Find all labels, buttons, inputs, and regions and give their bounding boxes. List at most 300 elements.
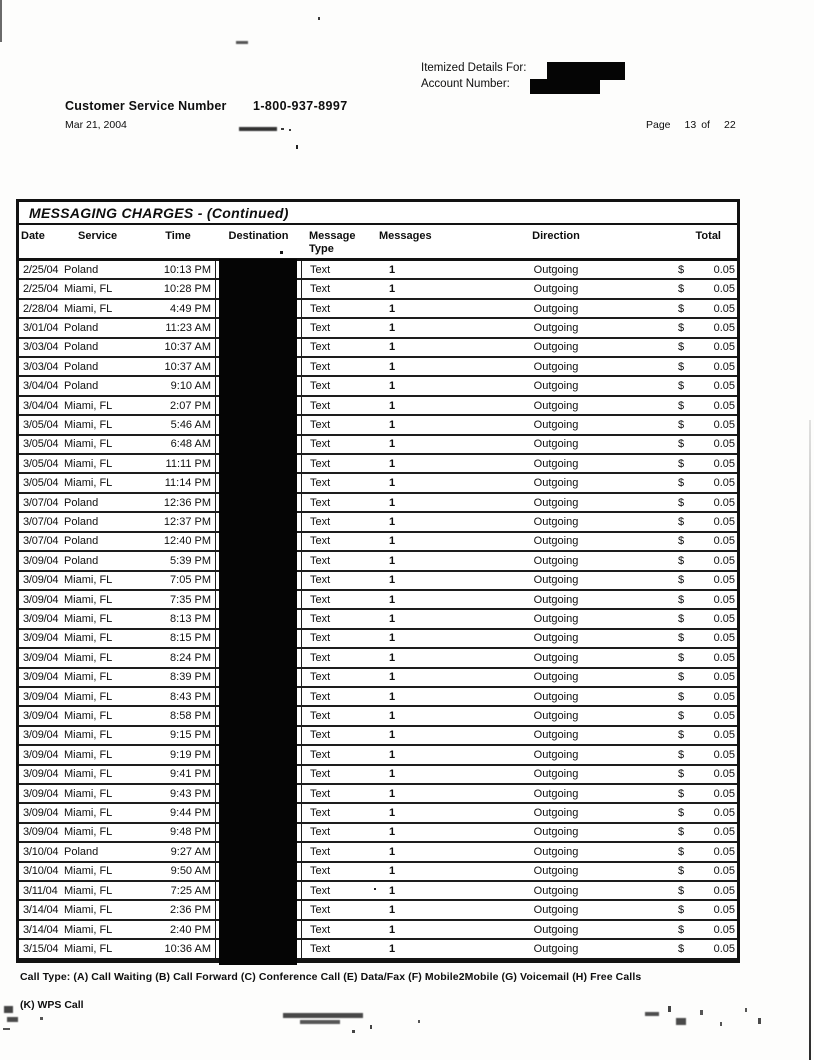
currency-symbol: $ — [678, 807, 685, 820]
scan-artifact-smudge — [283, 1013, 363, 1018]
cell-direction: Outgoing — [533, 787, 579, 800]
cell-date: 3/14/04 — [23, 904, 59, 917]
messaging-charges-table — [16, 199, 740, 963]
cell-message-type: Text — [310, 748, 331, 761]
cell-total — [651, 904, 737, 916]
cell-time: 2:36 PM — [170, 904, 211, 917]
cell-messages: 1 — [389, 380, 396, 393]
cell-messages: 1 — [389, 651, 396, 664]
column-header-direction: Direction — [532, 230, 580, 242]
cell-time: 9:50 AM — [170, 865, 211, 878]
cell-date: 3/09/04 — [23, 729, 59, 742]
cell-date: 3/05/04 — [23, 418, 59, 431]
account-number-label: Account Number: — [421, 77, 510, 90]
cell-messages: 1 — [389, 787, 396, 800]
currency-symbol: $ — [678, 884, 685, 897]
amount: 0.05 — [713, 904, 735, 917]
cell-message-type: Text — [310, 768, 331, 781]
cell-total — [651, 594, 737, 606]
cell-messages: 1 — [389, 613, 396, 626]
cell-total — [651, 535, 737, 547]
cell-time: 12:36 PM — [163, 496, 211, 509]
amount: 0.05 — [713, 477, 735, 490]
currency-symbol: $ — [678, 496, 685, 509]
cell-direction: Outgoing — [533, 496, 579, 509]
cell-messages: 1 — [389, 554, 396, 567]
cell-service: Poland — [64, 535, 99, 548]
cell-total — [651, 419, 737, 431]
cell-total — [651, 322, 737, 334]
cell-date: 3/05/04 — [23, 457, 59, 470]
page-indicator — [646, 119, 736, 131]
cell-total — [651, 652, 737, 664]
cell-date: 3/05/04 — [23, 477, 59, 490]
cell-total — [651, 438, 737, 450]
cell-messages: 1 — [389, 690, 396, 703]
scan-artifact-smudge — [7, 1017, 18, 1022]
scan-artifact-smudge — [236, 41, 248, 44]
cell-service: Miami, FL — [64, 807, 113, 820]
table-row — [19, 339, 737, 358]
amount: 0.05 — [713, 729, 735, 742]
currency-symbol: $ — [678, 321, 685, 334]
cell-messages: 1 — [389, 826, 396, 839]
cell-time: 6:48 AM — [170, 438, 211, 451]
table-row — [19, 882, 737, 901]
scan-artifact-dot — [289, 129, 291, 131]
cell-time: 8:15 PM — [170, 632, 211, 645]
cell-messages: 1 — [389, 399, 396, 412]
cell-time: 9:27 AM — [170, 845, 211, 858]
cell-message-type: Text — [310, 826, 331, 839]
cell-time: 11:23 AM — [165, 321, 211, 334]
cell-time: 11:11 PM — [165, 457, 211, 470]
cell-messages: 1 — [389, 807, 396, 820]
redaction-bar-account — [530, 79, 600, 94]
cell-messages: 1 — [389, 418, 396, 431]
cell-time: 9:10 AM — [170, 380, 211, 393]
column-header-time: Time — [165, 230, 191, 242]
scan-artifact-right-edge — [809, 420, 811, 1060]
amount: 0.05 — [713, 807, 735, 820]
page-label: Page — [646, 119, 671, 131]
cell-messages: 1 — [389, 884, 396, 897]
cell-service: Poland — [64, 496, 99, 509]
cell-service: Miami, FL — [64, 613, 113, 626]
cell-messages: 1 — [389, 942, 396, 955]
cell-total — [651, 361, 737, 373]
cell-total — [651, 729, 737, 741]
cell-service: Miami, FL — [64, 787, 113, 800]
scan-artifact-dot — [352, 1030, 355, 1033]
cell-total — [651, 400, 737, 412]
cell-messages: 1 — [389, 748, 396, 761]
cell-direction: Outgoing — [533, 341, 579, 354]
amount: 0.05 — [713, 341, 735, 354]
currency-symbol: $ — [678, 942, 685, 955]
cell-direction: Outgoing — [533, 651, 579, 664]
cell-date: 3/09/04 — [23, 690, 59, 703]
cell-direction: Outgoing — [533, 807, 579, 820]
cell-message-type: Text — [310, 729, 331, 742]
cell-time: 7:25 AM — [170, 884, 211, 897]
redaction-bar-name — [547, 62, 625, 80]
currency-symbol: $ — [678, 768, 685, 781]
cell-time: 5:46 AM — [170, 418, 211, 431]
amount: 0.05 — [713, 515, 735, 528]
currency-symbol: $ — [678, 710, 685, 723]
cell-total — [651, 885, 737, 897]
currency-symbol: $ — [678, 651, 685, 664]
table-row — [19, 416, 737, 435]
column-header-date: Date — [21, 230, 45, 242]
cell-total — [651, 380, 737, 392]
cell-time: 8:43 PM — [170, 690, 211, 703]
amount: 0.05 — [713, 418, 735, 431]
table-row — [19, 824, 737, 843]
currency-symbol: $ — [678, 341, 685, 354]
cell-total — [651, 768, 737, 780]
table-header-row — [19, 225, 737, 258]
cell-time: 12:37 PM — [163, 515, 211, 528]
amount: 0.05 — [713, 438, 735, 451]
cell-total — [651, 710, 737, 722]
cell-direction: Outgoing — [533, 593, 579, 606]
cell-total — [651, 303, 737, 315]
cell-message-type: Text — [310, 515, 331, 528]
cell-time: 9:43 PM — [170, 787, 211, 800]
table-row — [19, 766, 737, 785]
cell-time: 9:15 PM — [170, 729, 211, 742]
cell-message-type: Text — [310, 574, 331, 587]
cell-messages: 1 — [389, 263, 396, 276]
cell-service: Miami, FL — [64, 418, 113, 431]
itemized-details-block — [421, 61, 526, 92]
table-row — [19, 358, 737, 377]
currency-symbol: $ — [678, 671, 685, 684]
cell-message-type: Text — [310, 496, 331, 509]
cell-service: Poland — [64, 321, 99, 334]
cell-message-type: Text — [310, 807, 331, 820]
table-row — [19, 513, 737, 532]
cell-total — [651, 788, 737, 800]
cell-messages: 1 — [389, 457, 396, 470]
amount: 0.05 — [713, 671, 735, 684]
currency-symbol: $ — [678, 613, 685, 626]
cell-date: 3/03/04 — [23, 360, 59, 373]
cell-direction: Outgoing — [533, 632, 579, 645]
cell-messages: 1 — [389, 710, 396, 723]
scan-artifact-dot — [370, 1025, 372, 1029]
cell-direction: Outgoing — [533, 826, 579, 839]
cell-service: Miami, FL — [64, 574, 113, 587]
amount: 0.05 — [713, 263, 735, 276]
cell-direction: Outgoing — [533, 942, 579, 955]
cell-direction: Outgoing — [533, 923, 579, 936]
scan-artifact-dot — [758, 1018, 761, 1024]
table-row — [19, 921, 737, 940]
cell-messages: 1 — [389, 477, 396, 490]
cell-service: Miami, FL — [64, 593, 113, 606]
cell-total — [651, 924, 737, 936]
cell-service: Miami, FL — [64, 438, 113, 451]
redaction-bar-destination-column — [219, 259, 297, 965]
cell-service: Miami, FL — [64, 651, 113, 664]
cell-service: Miami, FL — [64, 399, 113, 412]
cell-total — [651, 555, 737, 567]
cell-message-type: Text — [310, 904, 331, 917]
cell-message-type: Text — [310, 613, 331, 626]
table-row — [19, 901, 737, 920]
cell-direction: Outgoing — [533, 690, 579, 703]
cell-message-type: Text — [310, 341, 331, 354]
cell-message-type: Text — [310, 457, 331, 470]
cell-message-type: Text — [310, 283, 331, 296]
amount: 0.05 — [713, 496, 735, 509]
cell-service: Poland — [64, 845, 99, 858]
table-row — [19, 300, 737, 319]
table-row — [19, 261, 737, 280]
cell-messages: 1 — [389, 360, 396, 373]
cell-messages: 1 — [389, 593, 396, 606]
cell-date: 2/28/04 — [23, 302, 59, 315]
table-row — [19, 377, 737, 396]
cell-direction: Outgoing — [533, 904, 579, 917]
cell-message-type: Text — [310, 690, 331, 703]
amount: 0.05 — [713, 768, 735, 781]
cell-service: Poland — [64, 515, 99, 528]
cell-message-type: Text — [310, 845, 331, 858]
cell-messages: 1 — [389, 535, 396, 548]
scan-artifact-dot — [296, 145, 298, 149]
currency-symbol: $ — [678, 904, 685, 917]
page-total: 22 — [723, 119, 736, 131]
cell-message-type: Text — [310, 651, 331, 664]
cell-direction: Outgoing — [533, 884, 579, 897]
cell-messages: 1 — [389, 341, 396, 354]
cell-direction: Outgoing — [533, 574, 579, 587]
cell-total — [651, 826, 737, 838]
amount: 0.05 — [713, 554, 735, 567]
scan-artifact-smudge — [3, 1028, 10, 1030]
cell-messages: 1 — [389, 865, 396, 878]
scan-artifact-dot — [418, 1020, 420, 1023]
cell-messages: 1 — [389, 438, 396, 451]
cell-direction: Outgoing — [533, 613, 579, 626]
cell-message-type: Text — [310, 865, 331, 878]
cell-direction: Outgoing — [533, 671, 579, 684]
cell-direction: Outgoing — [533, 748, 579, 761]
cell-messages: 1 — [389, 496, 396, 509]
currency-symbol: $ — [678, 438, 685, 451]
cell-service: Miami, FL — [64, 690, 113, 703]
cell-date: 3/07/04 — [23, 515, 59, 528]
cell-direction: Outgoing — [533, 399, 579, 412]
cell-total — [651, 477, 737, 489]
cell-message-type: Text — [310, 884, 331, 897]
cell-service: Miami, FL — [64, 748, 113, 761]
cell-time: 7:05 PM — [170, 574, 211, 587]
scan-artifact-smudge — [239, 127, 277, 131]
table-row — [19, 591, 737, 610]
table-row — [19, 533, 737, 552]
cell-date: 3/09/04 — [23, 787, 59, 800]
currency-symbol: $ — [678, 457, 685, 470]
cell-total — [651, 458, 737, 470]
cell-service: Miami, FL — [64, 283, 113, 296]
amount: 0.05 — [713, 457, 735, 470]
cell-service: Miami, FL — [64, 923, 113, 936]
cell-service: Miami, FL — [64, 477, 113, 490]
cell-service: Miami, FL — [64, 710, 113, 723]
cell-date: 3/09/04 — [23, 807, 59, 820]
cell-time: 7:35 PM — [170, 593, 211, 606]
cell-total — [651, 807, 737, 819]
cell-total — [651, 691, 737, 703]
scan-artifact-dot — [745, 1008, 747, 1012]
currency-symbol: $ — [678, 729, 685, 742]
amount: 0.05 — [713, 613, 735, 626]
amount: 0.05 — [713, 535, 735, 548]
scan-artifact-smudge — [4, 1006, 13, 1013]
cell-time: 9:48 PM — [170, 826, 211, 839]
cell-time: 10:37 AM — [164, 360, 211, 373]
column-header-service: Service — [78, 230, 118, 242]
call-type-legend: Call Type: (A) Call Waiting (B) Call Forward (C) Conference Call (E) Data/Fax (F) Mobile2Mobile (G) Voicemail (H) Free Calls — [20, 971, 642, 983]
scan-artifact-dot — [720, 1022, 722, 1026]
cell-message-type: Text — [310, 321, 331, 334]
cell-service: Miami, FL — [64, 904, 113, 917]
cell-messages: 1 — [389, 321, 396, 334]
amount: 0.05 — [713, 651, 735, 664]
currency-symbol: $ — [678, 826, 685, 839]
cell-service: Miami, FL — [64, 632, 113, 645]
cell-direction: Outgoing — [533, 380, 579, 393]
cell-direction: Outgoing — [533, 768, 579, 781]
cell-message-type: Text — [310, 671, 331, 684]
table-row — [19, 436, 737, 455]
currency-symbol: $ — [678, 923, 685, 936]
table-row — [19, 707, 737, 726]
cell-date: 2/25/04 — [23, 283, 59, 296]
cell-messages: 1 — [389, 574, 396, 587]
cell-date: 3/11/04 — [23, 884, 58, 897]
currency-symbol: $ — [678, 690, 685, 703]
amount: 0.05 — [713, 690, 735, 703]
currency-symbol: $ — [678, 399, 685, 412]
cell-messages: 1 — [389, 515, 396, 528]
cell-date: 3/01/04 — [23, 321, 59, 334]
cell-date: 3/09/04 — [23, 593, 59, 606]
cell-time: 9:41 PM — [170, 768, 211, 781]
amount: 0.05 — [713, 302, 735, 315]
table-row — [19, 572, 737, 591]
cell-date: 3/09/04 — [23, 554, 59, 567]
scan-artifact-smudge — [645, 1012, 659, 1016]
cell-direction: Outgoing — [533, 283, 579, 296]
cell-total — [651, 846, 737, 858]
cell-messages: 1 — [389, 923, 396, 936]
currency-symbol: $ — [678, 302, 685, 315]
cell-time: 5:39 PM — [170, 554, 211, 567]
cell-message-type: Text — [310, 477, 331, 490]
table-row — [19, 727, 737, 746]
table-row — [19, 630, 737, 649]
cell-date: 3/09/04 — [23, 651, 59, 664]
cell-message-type: Text — [310, 535, 331, 548]
table-row — [19, 397, 737, 416]
cell-direction: Outgoing — [533, 457, 579, 470]
cell-service: Miami, FL — [64, 865, 113, 878]
amount: 0.05 — [713, 710, 735, 723]
customer-service-label: Customer Service Number — [65, 99, 227, 113]
currency-symbol: $ — [678, 263, 685, 276]
cell-message-type: Text — [310, 554, 331, 567]
table-row — [19, 552, 737, 571]
cell-direction: Outgoing — [533, 865, 579, 878]
cell-date: 3/09/04 — [23, 748, 59, 761]
cell-messages: 1 — [389, 904, 396, 917]
cell-message-type: Text — [310, 438, 331, 451]
cell-date: 3/09/04 — [23, 613, 59, 626]
cell-date: 3/07/04 — [23, 535, 59, 548]
cell-date: 3/09/04 — [23, 768, 59, 781]
cell-message-type: Text — [310, 942, 331, 955]
currency-symbol: $ — [678, 865, 685, 878]
cell-time: 4:49 PM — [170, 302, 211, 315]
cell-messages: 1 — [389, 845, 396, 858]
cell-time: 10:28 PM — [163, 283, 211, 296]
cell-time: 10:37 AM — [164, 341, 211, 354]
cell-message-type: Text — [310, 787, 331, 800]
cell-service: Poland — [64, 554, 99, 567]
cell-direction: Outgoing — [533, 729, 579, 742]
cell-service: Poland — [64, 380, 99, 393]
cell-date: 3/07/04 — [23, 496, 59, 509]
cell-direction: Outgoing — [533, 515, 579, 528]
itemized-details-label: Itemized Details For: — [421, 62, 527, 74]
statement-date: Mar 21, 2004 — [65, 119, 127, 131]
currency-symbol: $ — [678, 845, 685, 858]
cell-date: 3/14/04 — [23, 923, 59, 936]
cell-service: Miami, FL — [64, 826, 113, 839]
cell-service: Miami, FL — [64, 302, 113, 315]
table-row — [19, 785, 737, 804]
cell-time: 9:19 PM — [170, 748, 211, 761]
cell-service: Miami, FL — [64, 884, 113, 897]
cell-direction: Outgoing — [533, 535, 579, 548]
cell-service: Miami, FL — [64, 768, 113, 781]
scan-artifact-dot — [281, 128, 284, 130]
cell-messages: 1 — [389, 302, 396, 315]
cell-date: 3/05/04 — [23, 438, 59, 451]
currency-symbol: $ — [678, 632, 685, 645]
scan-artifact-dot — [40, 1017, 43, 1020]
table-row — [19, 804, 737, 823]
cell-message-type: Text — [310, 710, 331, 723]
cell-total — [651, 865, 737, 877]
cell-date: 3/04/04 — [23, 380, 59, 393]
amount: 0.05 — [713, 380, 735, 393]
cell-direction: Outgoing — [533, 554, 579, 567]
column-header-messages: Messages — [379, 230, 432, 242]
table-row — [19, 940, 737, 959]
cell-time: 9:44 PM — [170, 807, 211, 820]
currency-symbol: $ — [678, 748, 685, 761]
table-row — [19, 455, 737, 474]
cell-time: 8:24 PM — [170, 651, 211, 664]
table-row — [19, 280, 737, 299]
